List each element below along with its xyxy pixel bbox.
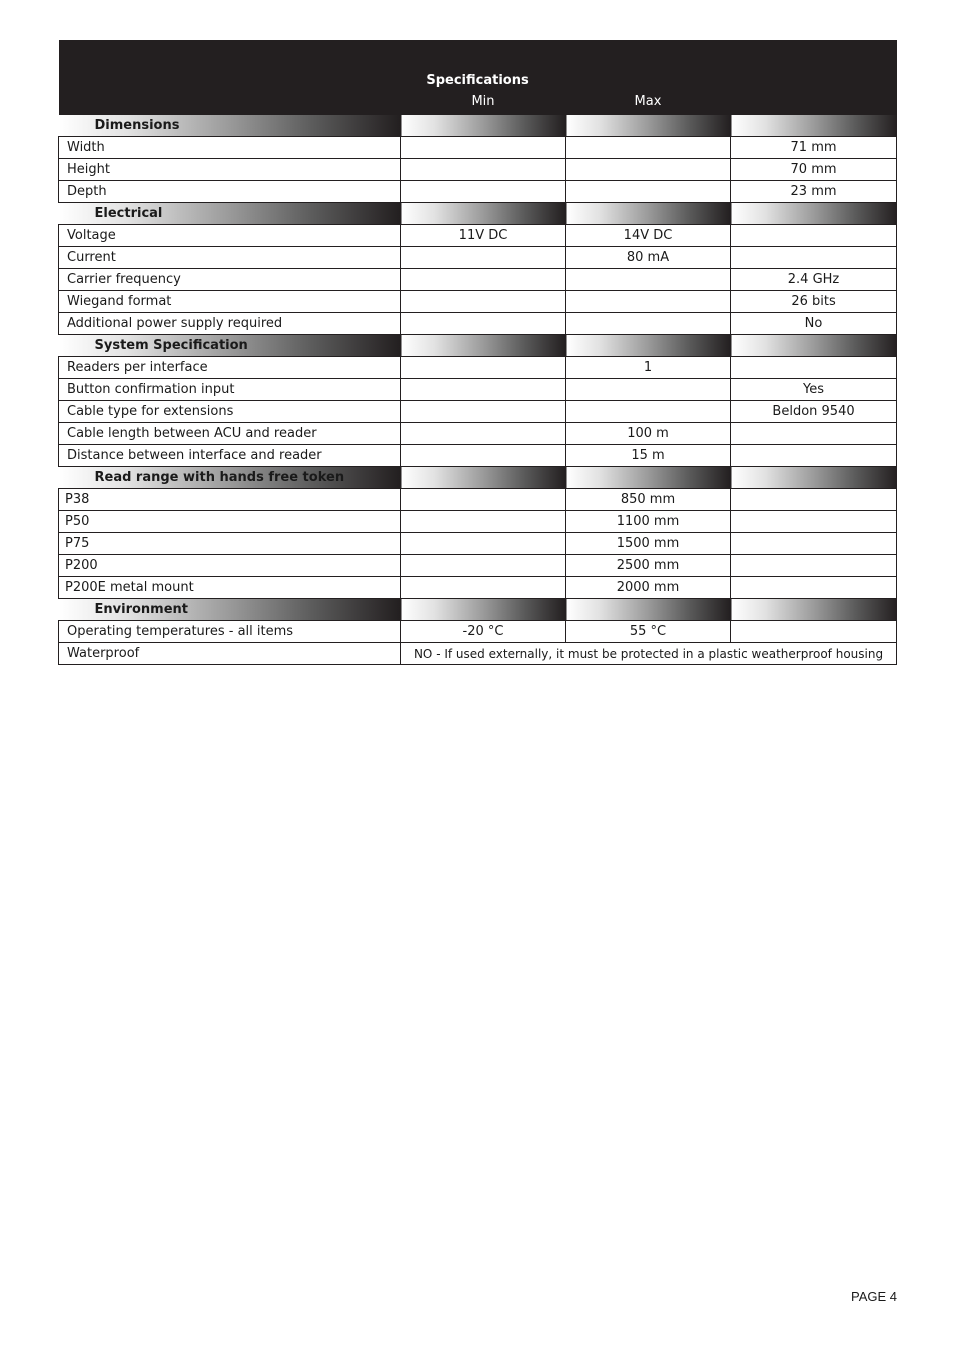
max-cell — [566, 313, 731, 335]
section-header — [59, 599, 897, 621]
max-cell: 14V DC — [566, 225, 731, 247]
row-label: Readers per interface — [59, 357, 401, 379]
max-cell: 100 m — [566, 423, 731, 445]
table-row — [59, 269, 897, 291]
min-cell — [401, 181, 566, 203]
row-label: Cable length between ACU and reader — [59, 423, 401, 445]
max-cell: 850 mm — [566, 489, 731, 511]
table-row — [59, 225, 897, 247]
page-number: PAGE 4 — [850, 1289, 897, 1304]
table-row — [59, 401, 897, 423]
value-cell: 2.4 GHz — [731, 269, 897, 291]
value-cell — [731, 577, 897, 599]
table-row — [59, 445, 897, 467]
table-row — [59, 357, 897, 379]
row-label: Waterproof — [59, 643, 401, 665]
max-cell — [566, 379, 731, 401]
max-cell: 15 m — [566, 445, 731, 467]
value-cell — [731, 225, 897, 247]
value-cell — [731, 247, 897, 269]
value-cell — [731, 511, 897, 533]
row-label: P200 — [59, 555, 401, 577]
row-label: P50 — [59, 511, 401, 533]
row-label: Wiegand format — [59, 291, 401, 313]
table-row — [59, 137, 897, 159]
min-cell — [401, 511, 566, 533]
min-cell — [401, 533, 566, 555]
value-cell — [731, 555, 897, 577]
specifications-table — [58, 40, 897, 665]
max-cell — [566, 137, 731, 159]
section-heading: Environment — [59, 599, 401, 621]
value-cell: 23 mm — [731, 181, 897, 203]
min-cell — [401, 401, 566, 423]
min-cell — [401, 247, 566, 269]
row-label: Operating temperatures - all items — [59, 621, 401, 643]
value-cell — [731, 533, 897, 555]
section-heading: Dimensions — [59, 115, 401, 137]
min-cell — [401, 379, 566, 401]
max-cell — [566, 269, 731, 291]
row-label: Additional power supply required — [59, 313, 401, 335]
min-cell — [401, 269, 566, 291]
min-cell: -20 °C — [401, 621, 566, 643]
max-cell: 1100 mm — [566, 511, 731, 533]
column-min-header: Min — [401, 88, 566, 115]
row-label: Height — [59, 159, 401, 181]
table-row — [59, 247, 897, 269]
section-header — [59, 335, 897, 357]
row-label: P38 — [59, 489, 401, 511]
row-label: Depth — [59, 181, 401, 203]
row-label: Distance between interface and reader — [59, 445, 401, 467]
min-cell — [401, 445, 566, 467]
table-row — [59, 313, 897, 335]
table-row — [59, 423, 897, 445]
max-cell — [566, 181, 731, 203]
row-label: P200E metal mount — [59, 577, 401, 599]
section-heading: System Specification — [59, 335, 401, 357]
row-label: Voltage — [59, 225, 401, 247]
row-label: Current — [59, 247, 401, 269]
min-cell — [401, 357, 566, 379]
table-row — [59, 159, 897, 181]
value-cell — [731, 445, 897, 467]
max-cell: 2000 mm — [566, 577, 731, 599]
value-cell — [731, 423, 897, 445]
row-label: Cable type for extensions — [59, 401, 401, 423]
value-cell: 70 mm — [731, 159, 897, 181]
max-cell — [566, 291, 731, 313]
min-cell — [401, 159, 566, 181]
value-cell — [731, 621, 897, 643]
table-row — [59, 643, 897, 665]
max-cell: 2500 mm — [566, 555, 731, 577]
value-cell: No — [731, 313, 897, 335]
value-cell: Yes — [731, 379, 897, 401]
section-header — [59, 467, 897, 489]
value-cell: Beldon 9540 — [731, 401, 897, 423]
min-cell: 11V DC — [401, 225, 566, 247]
min-cell — [401, 313, 566, 335]
value-cell — [731, 357, 897, 379]
table-row — [59, 379, 897, 401]
min-cell — [401, 423, 566, 445]
section-header — [59, 115, 897, 137]
section-header — [59, 203, 897, 225]
value-cell — [731, 489, 897, 511]
table-row — [59, 511, 897, 533]
max-cell: 1500 mm — [566, 533, 731, 555]
min-cell — [401, 577, 566, 599]
max-cell — [566, 401, 731, 423]
table-row — [59, 577, 897, 599]
max-cell: 80 mA — [566, 247, 731, 269]
max-cell — [566, 159, 731, 181]
column-max-header: Max — [566, 88, 731, 115]
min-cell — [401, 291, 566, 313]
row-label: Carrier frequency — [59, 269, 401, 291]
table-title: Specifications — [59, 40, 897, 88]
row-label: Width — [59, 137, 401, 159]
min-cell — [401, 137, 566, 159]
min-cell — [401, 489, 566, 511]
table-row — [59, 533, 897, 555]
value-cell: 71 mm — [731, 137, 897, 159]
min-cell — [401, 555, 566, 577]
table-row — [59, 181, 897, 203]
row-label: Button confirmation input — [59, 379, 401, 401]
note-cell: NO - If used externally, it must be protected in a plastic weatherproof housing — [401, 643, 897, 665]
section-heading: Electrical — [59, 203, 401, 225]
max-cell: 1 — [566, 357, 731, 379]
table-row — [59, 555, 897, 577]
max-cell: 55 °C — [566, 621, 731, 643]
table-row — [59, 621, 897, 643]
section-heading: Read range with hands free token — [59, 467, 401, 489]
column-header-row — [59, 88, 897, 115]
table-row — [59, 291, 897, 313]
value-cell: 26 bits — [731, 291, 897, 313]
table-row — [59, 489, 897, 511]
row-label: P75 — [59, 533, 401, 555]
